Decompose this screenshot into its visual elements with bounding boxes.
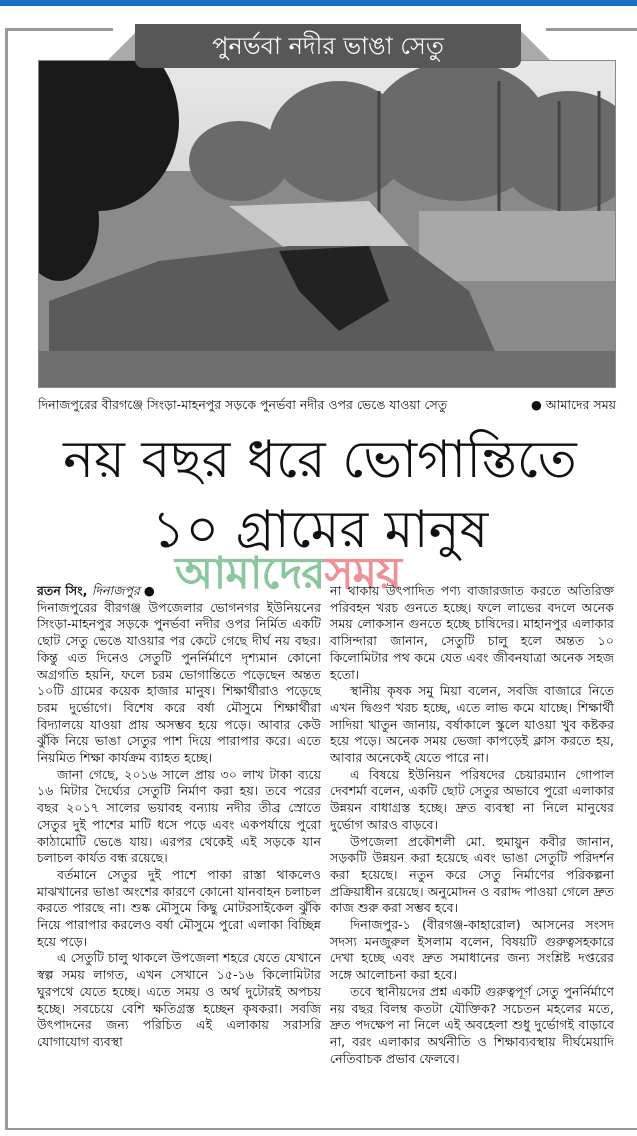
bridge-photo xyxy=(38,60,616,388)
paragraph: না থাকায় উৎপাদিত পণ্য বাজারজাত করতে অতিরিক্ত পরিবহন খরচ গুনতে হচ্ছে। ফলে লাভের বদলে অনেক সময় লোকসান গুনতে হচ্ছে চাষিদের। মাহানপুর এলাকার বাসিন্দারা জানান, সেতুটি চালু হলে অন্তত ১০ কিলোমিটার পথ কমে যেত এবং জীবনযাত্রা অনেক সহজ হতো। xyxy=(330,583,614,682)
paragraph: জানা গেছে, ২০১৬ সালে প্রায় ৩০ লাখ টাকা ব্যয়ে ১৬ মিটার দৈর্ঘ্যের সেতুটি নির্মাণ করা হয়। তবে পরের বছর ২০১৭ সালের ভয়াবহ বন্যায় নদীর তীব্র স্রোতে সেতুর দুই পাশের মাটি ধসে পড়ে এবং একপর্যায়ে পুরো কাঠামোটি ভেঙে যায়। এরপর থেকেই এই সড়কে যান চলাচল কার্যত বন্ধ রয়েছে। xyxy=(37,766,321,866)
headline-line: ১০ গ্রামের মানুষ xyxy=(151,500,489,560)
paragraph: বর্তমানে সেতুর দুই পাশে পাকা রাস্তা থাকলেও মাঝখানের ভাঙা অংশের কারণে কোনো যানবাহন চলাচল করতে পারছে না। শুষ্ক মৌসুমে কিছু মোটরসাইকেল ঝুঁকি নিয়ে পারাপার করলেও বর্ষা মৌসুমে পুরো এলাকা বিচ্ছিন্ন হয়ে পড়ে। xyxy=(37,866,321,949)
banner-wing xyxy=(108,30,138,60)
dateline: দিনাজপুর ● xyxy=(91,583,155,598)
paragraph: এ সেতুটি চালু থাকলে উপজেলা শহরে যেতে যেখানে স্বল্প সময় লাগত, এখন সেখানে ১৫-১৬ কিলোমিটার ঘুরপথে যেতে হচ্ছে। এতে সময় ও অর্থ দুটোরই অপচয় হচ্ছে। সবচেয়ে বেশি ক্ষতিগ্রস্ত হচ্ছেন কৃষকরা। সবজি উৎপাদনের জন্য পরিচিত এই এলাকায় সরাসরি যোগাযোগ ব্যবস্থা xyxy=(37,950,321,1049)
paragraph: দিনাজপুরের বীরগঞ্জ উপজেলার ভোগনগর ইউনিয়নের সিংড়া-মাহনপুর সড়কে পুনর্ভবা নদীর ওপর নির্মিত একটি ছোট সেতু ভেঙে যাওয়ার পর কেটে গেছে দীর্ঘ নয় বছর। কিন্তু এত দিনেও সেতুটি পুনর্নির্মাণে দৃশ্যমান কোনো অগ্রগতি হয়নি, ফলে চরম ভোগান্তিতে পড়েছেন অন্তত ১০টি গ্রামের কয়েক হাজার মানুষ। শিক্ষার্থীরাও পড়েছে চরম দুর্ভোগে। বিশেষ করে বর্ষা মৌসুমে শিক্ষার্থীরা বিদ্যালয়ে যাওয়া প্রায় অসম্ভব হয়ে পড়ে। আবার কেউ ঝুঁকি নিয়ে ভাঙা সেতুর পাশ দিয়ে পারাপার করে। এতে নিয়মিত শিক্ষা কার্যক্রম ব্যাহত হচ্ছে। xyxy=(37,599,321,766)
frame-border xyxy=(546,28,637,31)
author-name: রতন সিং, xyxy=(37,583,88,598)
byline xyxy=(37,583,321,600)
top-accent-bar xyxy=(0,0,637,6)
paragraph: দিনাজপুর-১ (বীরগঞ্জ-কাহারোল) আসনের সংসদ সদস্য মনজুরুল ইসলাম বলেন, বিষয়টি গুরুত্বসহকারে দেখা হচ্ছে এবং দ্রুত সমাধানের জন্য সংশ্লিষ্ট দপ্তরের সঙ্গে আলোচনা করা হবে। xyxy=(330,917,614,983)
article-column-right xyxy=(330,583,614,1067)
photo-caption xyxy=(38,397,616,417)
paragraph: উপজেলা প্রকৌশলী মো. হুমায়ুন কবীর জানান, সড়কটি উন্নয়ন করা হয়েছে এবং ভাঙা সেতুটি পরিদর্শন করা হয়েছে। নতুন করে সেতু নির্মাণের পরিকল্পনা প্রক্রিয়াধীন রয়েছে। অনুমোদন ও বরাদ্দ পাওয়া গেলে দ্রুত কাজ শুরু করা সম্ভব হবে। xyxy=(330,833,614,916)
frame-border xyxy=(5,1128,637,1130)
banner-wing xyxy=(520,30,550,60)
watermark-logo: আমাদেরসময় xyxy=(175,548,401,599)
photo-banner-title: পুনর্ভবা নদীর ভাঙা সেতু xyxy=(135,24,521,68)
headline-line: নয় বছর ধরে ভোগান্তিতে xyxy=(63,430,577,490)
caption-text: দিনাজপুরের বীরগঞ্জে সিংড়া-মাহনপুর সড়কে পুনর্ভবা নদীর ওপর ভেঙে যাওয়া সেতু xyxy=(38,397,448,412)
article-column-left xyxy=(37,583,321,1051)
paragraph: স্থানীয় কৃষক সমু মিয়া বলেন, সবজি বাজারে নিতে এখন দ্বিগুণ খরচ হচ্ছে, এতে লাভ কমে যাচ্ছে। শিক্ষার্থী সাদিয়া খাতুন জানায়, বর্ষাকালে স্কুলে যাওয়া খুব কষ্টকর হয়ে পড়ে। অনেক সময় ভেজা কাপড়েই ক্লাস করতে হয়, আবার অনেকেই যেতে পারে না। xyxy=(330,683,614,766)
paragraph: তবে স্থানীয়দের প্রশ্ন একটি গুরুত্বপূর্ণ সেতু পুনর্নির্মাণে নয় বছর বিলম্ব কতটা যৌক্তিক? সচেতন মহলের মতে, দ্রুত পদক্ষেপ না নিলে এই অবহেলা শুধু দুর্ভোগই বাড়াবে না, বরং এলাকার অর্থনীতি ও শিক্ষাব্যবস্থায় দীর্ঘমেয়াদি নেতিবাচক প্রভাব ফেলবে। xyxy=(330,983,614,1066)
paragraph: এ বিষয়ে ইউনিয়ন পরিষদের চেয়ারম্যান গোপাল দেবশর্মা বলেন, একটি ছোট সেতুর অভাবে পুরো এলাকার উন্নয়ন বাধাগ্রস্ত হচ্ছে। দ্রুত ব্যবস্থা না নিলে মানুষের দুর্ভোগ আরও বাড়বে। xyxy=(330,766,614,832)
photo-credit: ● আমাদের সময় xyxy=(530,397,616,412)
